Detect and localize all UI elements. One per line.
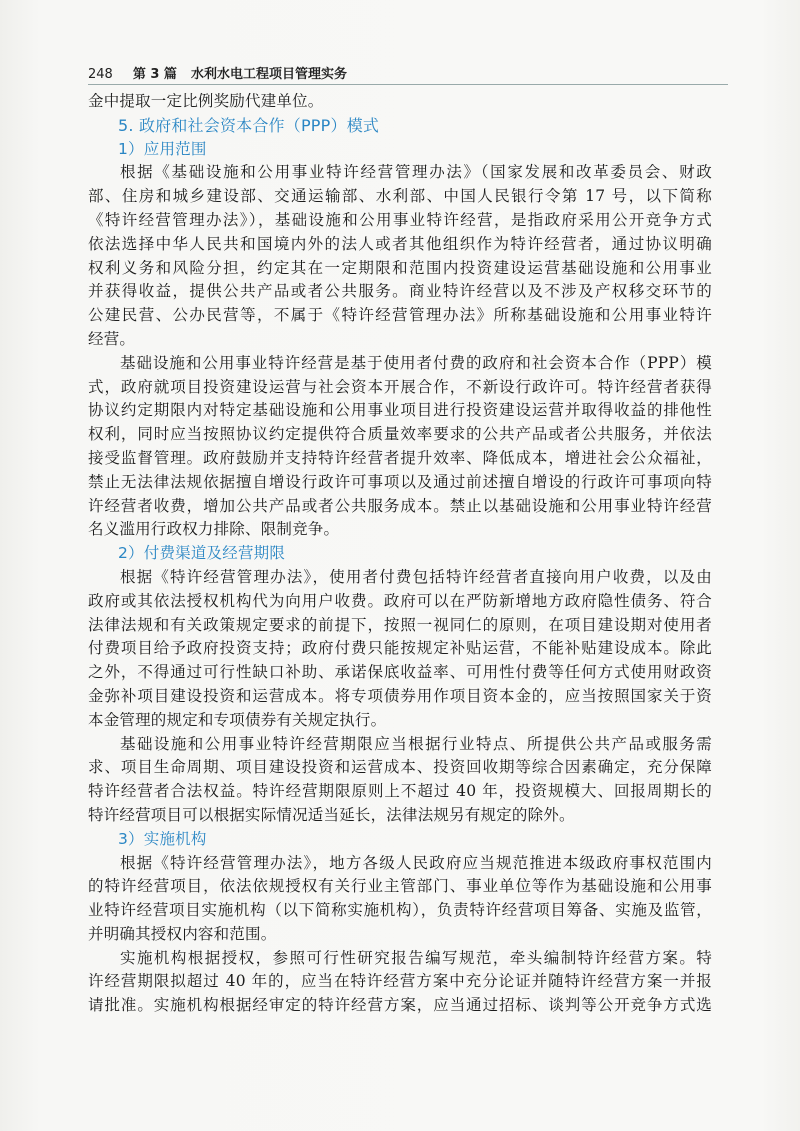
text-line: 法律法规和有关政策规定要求的前提下，按照一视同仁的原则，在项目建设期对使用者	[88, 615, 712, 634]
text-line: 金中提取一定比例奖励代建单位。	[88, 92, 324, 110]
text-line: 政府或其依法授权机构代为向用户收费。政府可以在严防新增地方政府隐性债务、符合	[88, 591, 712, 610]
text-line: 的特许经营项目，依法依规授权有关行业主管部门、事业单位等作为基础设施和公用事	[88, 877, 712, 896]
text-line: 许经营者收费，增加公共产品或者公共服务成本。禁止以基础设施和公用事业特许经营	[88, 496, 712, 515]
text-line: 金弥补项目建设投资和运营成本。将专项债券用作项目资本金的，应当按照国家关于资	[88, 686, 712, 705]
text-line: 并明确其授权内容和范围。	[88, 924, 277, 943]
text-line: 求、项目生命周期、项目建设投资和运营成本、投资回收期等综合因素确定，充分保障	[88, 758, 712, 777]
text-line: 权利义务和风险分担，约定其在一定期限和范围内投资建设运营基础设施和公用事业	[88, 258, 712, 277]
page-number: 248	[88, 67, 113, 82]
text-line: 权利，同时应当按照协议约定提供符合质量效率要求的公共产品或者公共服务，并依法	[88, 425, 712, 444]
text-line: 实施机构根据授权，参照可行性研究报告编写规范，牵头编制特许经营方案。特	[120, 948, 712, 967]
text-line: 特许经营项目可以根据实际情况适当延长，法律法规另有规定的除外。	[88, 805, 575, 824]
subheading-scope: 1）应用范围	[118, 139, 207, 158]
text-line: 根据《基础设施和公用事业特许经营管理办法》（国家发展和改革委员会、财政	[120, 163, 712, 182]
text-line: 《特许经营管理办法》），基础设施和公用事业特许经营，是指政府采用公开竞争方式	[88, 210, 712, 229]
part-label: 第 3 篇	[132, 67, 177, 82]
text-line: 基础设施和公用事业特许经营期限应当根据行业特点、所提供公共产品或服务需	[120, 734, 712, 753]
text-line: 并获得收益，提供公共产品或者公共服务。商业特许经营以及不涉及产权移交环节的	[88, 282, 712, 301]
text-line: 式，政府就项目投资建设运营与社会资本开展合作，不新设行政许可。特许经营者获得	[88, 377, 712, 396]
text-line: 协议约定期限内对特定基础设施和公用事业项目进行投资建设运营并取得收益的排他性	[88, 401, 712, 420]
body-text	[88, 90, 712, 1018]
text-line: 根据《特许经营管理办法》，地方各级人民政府应当规范推进本级政府事权范围内	[120, 853, 712, 872]
subheading-payment-term: 2）付费渠道及经营期限	[118, 544, 286, 563]
text-line: 接受监督管理。政府鼓励并支持特许经营者提升效率、降低成本，增进社会公众福祉，	[88, 448, 712, 467]
text-line: 特许经营者合法权益。特许经营期限原则上不超过 40 年，投资规模大、回报周期长的	[88, 782, 712, 801]
book-title: 水利水电工程项目管理实务	[190, 67, 347, 82]
text-line: 请批准。实施机构根据经审定的特许经营方案，应当通过招标、谈判等公开竞争方式选	[88, 996, 712, 1015]
text-line: 根据《特许经营管理办法》，使用者付费包括特许经营者直接向用户收费，以及由	[120, 567, 712, 586]
text-line: 基础设施和公用事业特许经营是基于使用者付费的政府和社会资本合作（PPP）模	[120, 353, 712, 372]
text-line: 名义滥用行政权力排除、限制竞争。	[88, 520, 340, 539]
text-line: 许经营期限拟超过 40 年的，应当在特许经营方案中充分论证并随特许经营方案一并报	[88, 972, 712, 991]
text-line: 经营。	[88, 329, 136, 348]
text-line: 之外，不得通过可行性缺口补助、承诺保底收益率、可用性付费等任何方式使用财政资	[88, 663, 712, 682]
subheading-implementing-agency: 3）实施机构	[118, 829, 207, 848]
text-line: 付费项目给予政府投资支持；政府付费只能按规定补贴运营，不能补贴建设成本。除此	[88, 639, 712, 658]
section-heading-ppp: 5. 政府和社会资本合作（PPP）模式	[118, 115, 380, 135]
text-line: 业特许经营项目实施机构（以下简称实施机构），负责特许经营项目筹备、实施及监管，	[88, 901, 712, 920]
text-line: 部、住房和城乡建设部、交通运输部、水利部、中国人民银行令第 17 号，以下简称	[88, 187, 712, 206]
header-divider	[88, 84, 728, 85]
text-line: 依法选择中华人民共和国境内外的法人或者其他组织作为特许经营者，通过协议明确	[88, 234, 712, 253]
text-line: 禁止无法律法规依据擅自增设行政许可事项以及通过前述擅自增设的行政许可事项向特	[88, 472, 712, 491]
text-line: 公建民营、公办民营等，不属于《特许经营管理办法》所称基础设施和公用事业特许	[88, 306, 712, 325]
text-line: 本金管理的规定和专项债券有关规定执行。	[88, 710, 387, 729]
running-header	[88, 58, 728, 82]
